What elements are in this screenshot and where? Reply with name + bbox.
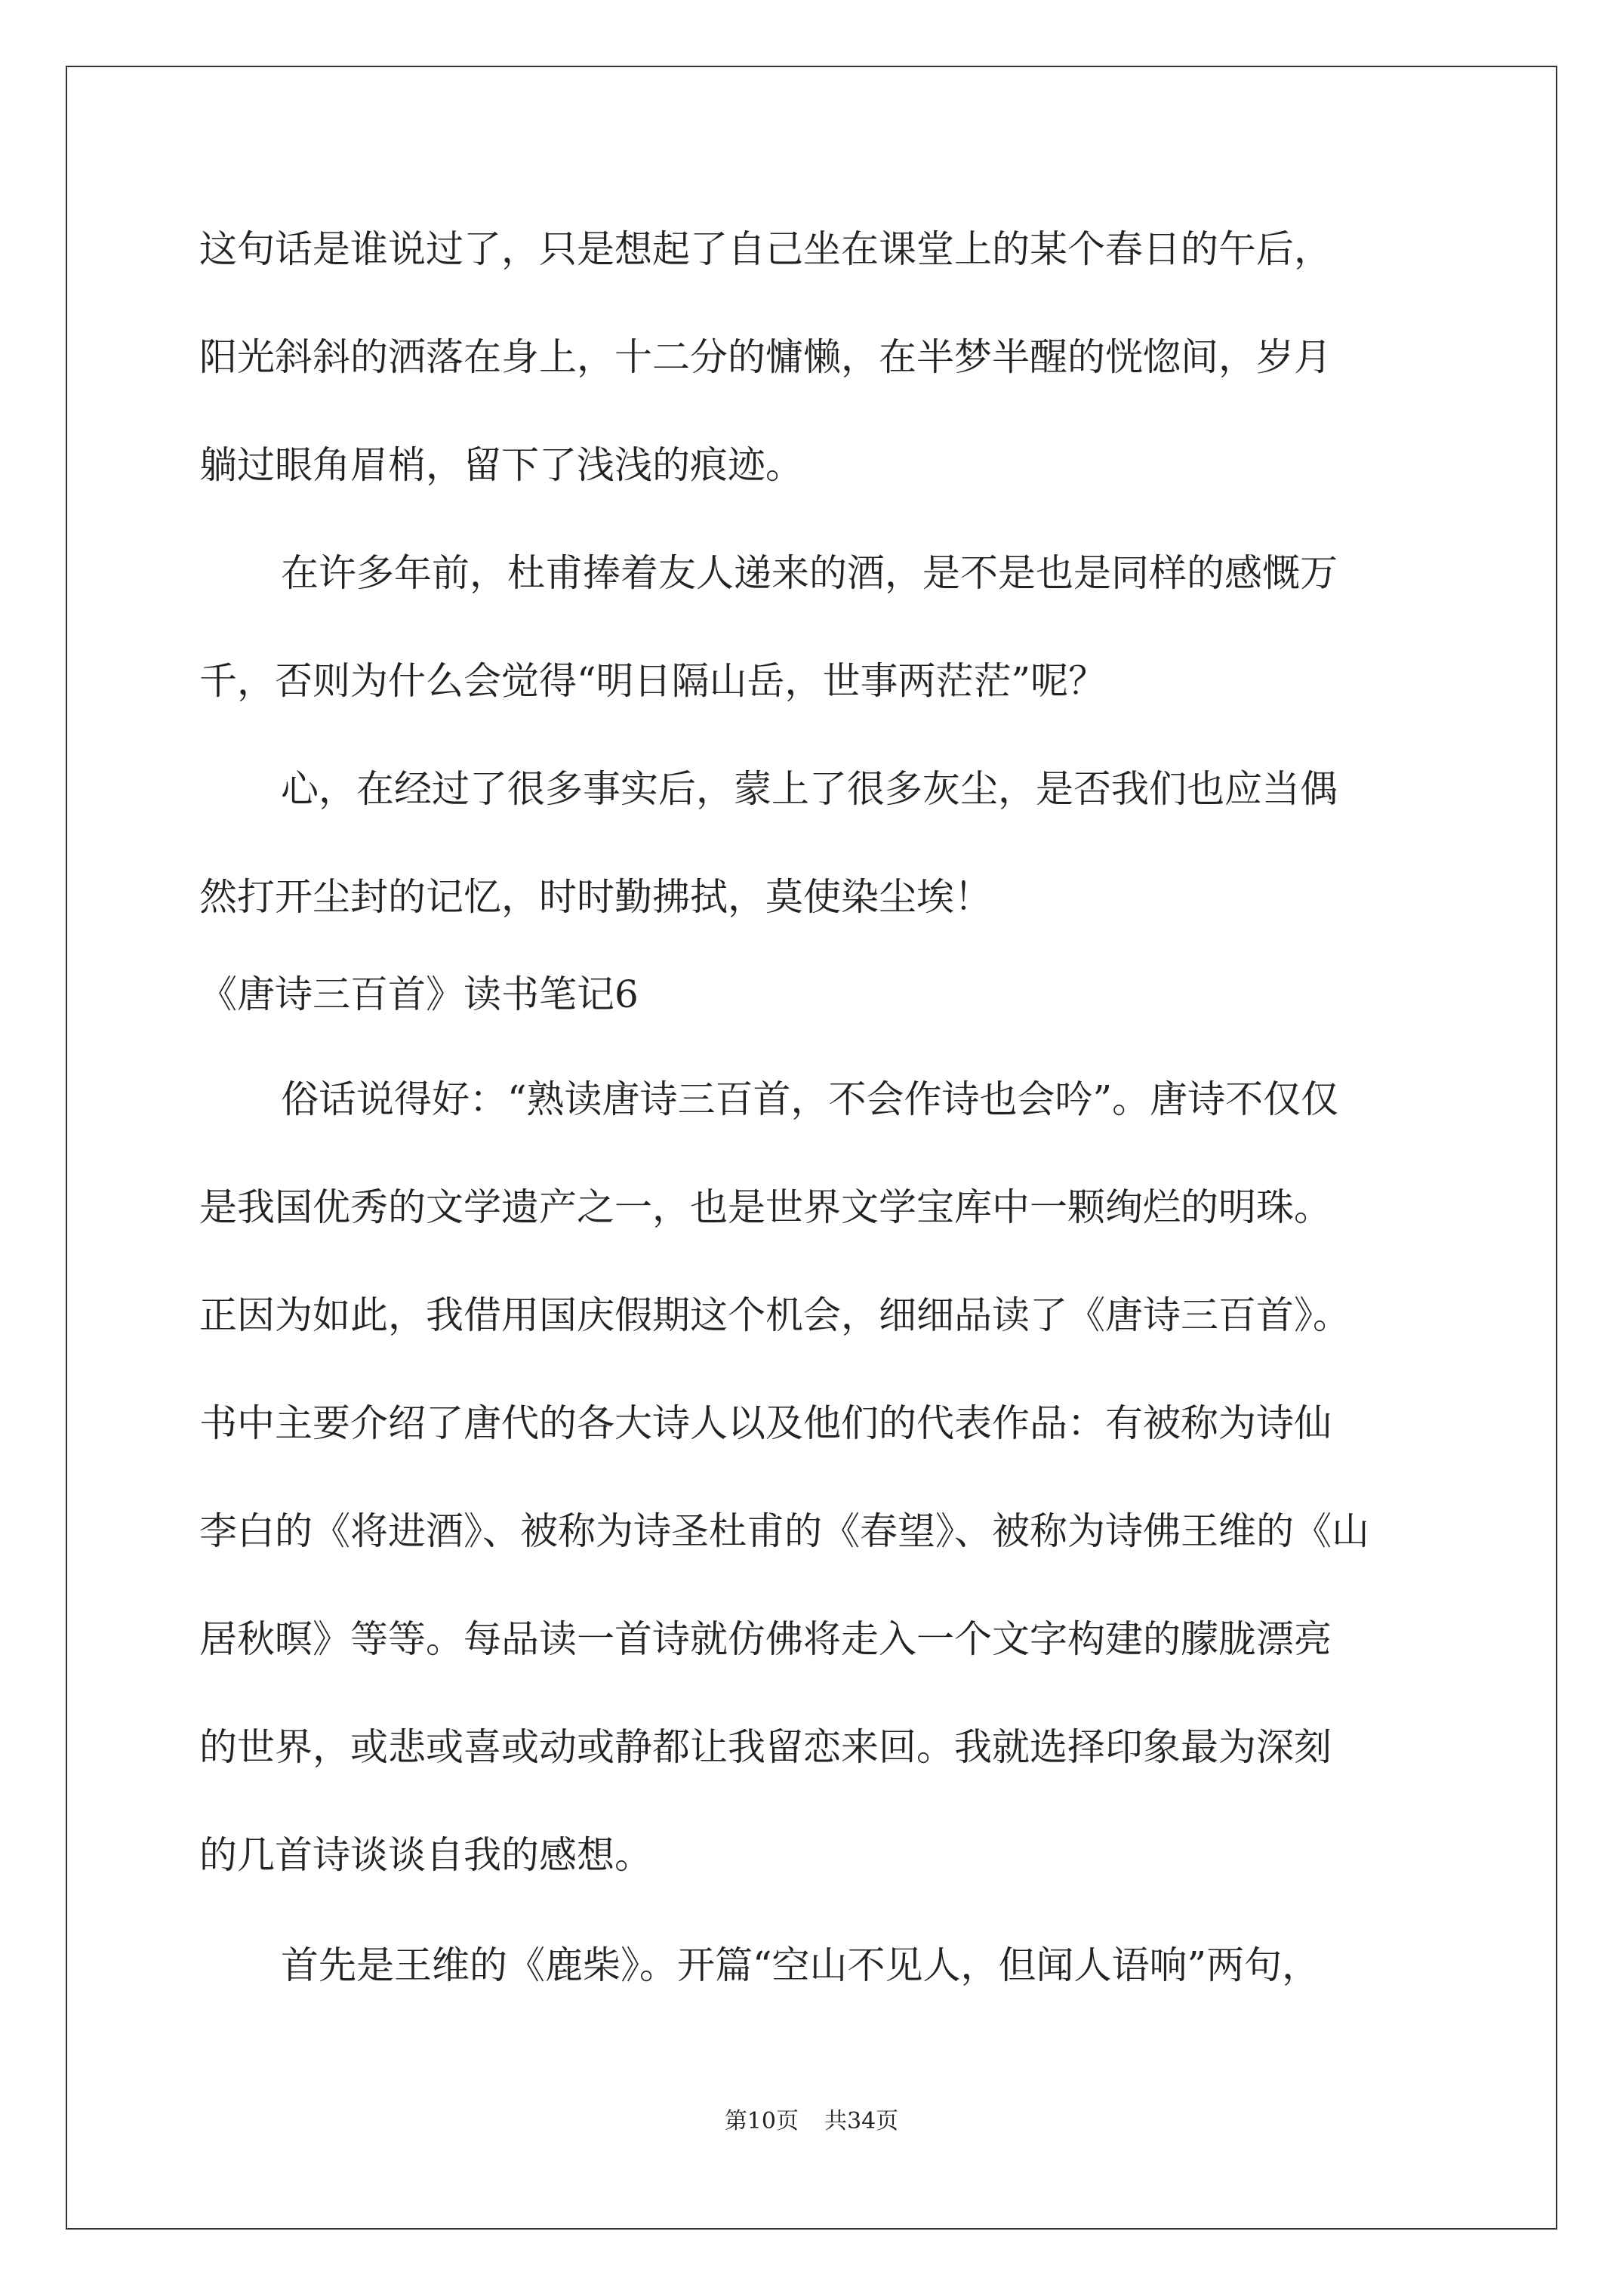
page-border [66,66,1557,2230]
text-line: 是我国优秀的文学遗产之一，也是世界文学宝库中一颗绚烂的明珠。 [199,1185,1332,1229]
page-number-current: 第10页 [724,2108,799,2134]
text-line: 正因为如此，我借用国庆假期这个机会，细细品读了《唐诗三百首》。 [199,1293,1350,1337]
section-heading: 《唐诗三百首》读书笔记6 [199,972,639,1016]
page-footer [0,2110,1623,2133]
text-line: 千，否则为什么会觉得“明日隔山岳，世事两茫茫”呢？ [199,659,1107,703]
text-line: 在许多年前，杜甫捧着友人递来的酒，是不是也是同样的感慨万 [281,551,1338,595]
text-line: 这句话是谁说过了，只是想起了自己坐在课堂上的某个春日的午后， [199,227,1332,271]
text-line: 躺过眼角眉梢，留下了浅浅的痕迹。 [199,443,803,487]
text-line: 的几首诗谈谈自我的感想。 [199,1833,652,1877]
text-line: 然打开尘封的记忆，时时勤拂拭，莫使染尘埃！ [199,875,992,919]
text-line: 俗话说得好：“熟读唐诗三百首，不会作诗也会吟”。唐诗不仅仅 [281,1077,1339,1121]
text-line: 李白的《将进酒》、被称为诗圣杜甫的《春望》、被称为诗佛王维的《山 [199,1509,1369,1553]
text-line: 心，在经过了很多事实后，蒙上了很多灰尘，是否我们也应当偶 [281,767,1338,811]
text-line: 居秋暝》等等。每品读一首诗就仿佛将走入一个文字构建的朦胧漂亮 [199,1617,1332,1661]
text-line: 阳光斜斜的洒落在身上，十二分的慵懒，在半梦半醒的恍惚间，岁月 [199,335,1332,379]
text-line: 首先是王维的《鹿柴》。开篇“空山不见人，但闻人语响”两句， [281,1943,1320,1987]
text-line: 书中主要介绍了唐代的各大诗人以及他们的代表作品：有被称为诗仙 [199,1401,1332,1445]
page-number-total: 共34页 [824,2108,899,2134]
text-line: 的世界，或悲或喜或动或静都让我留恋来回。我就选择印象最为深刻 [199,1725,1332,1769]
